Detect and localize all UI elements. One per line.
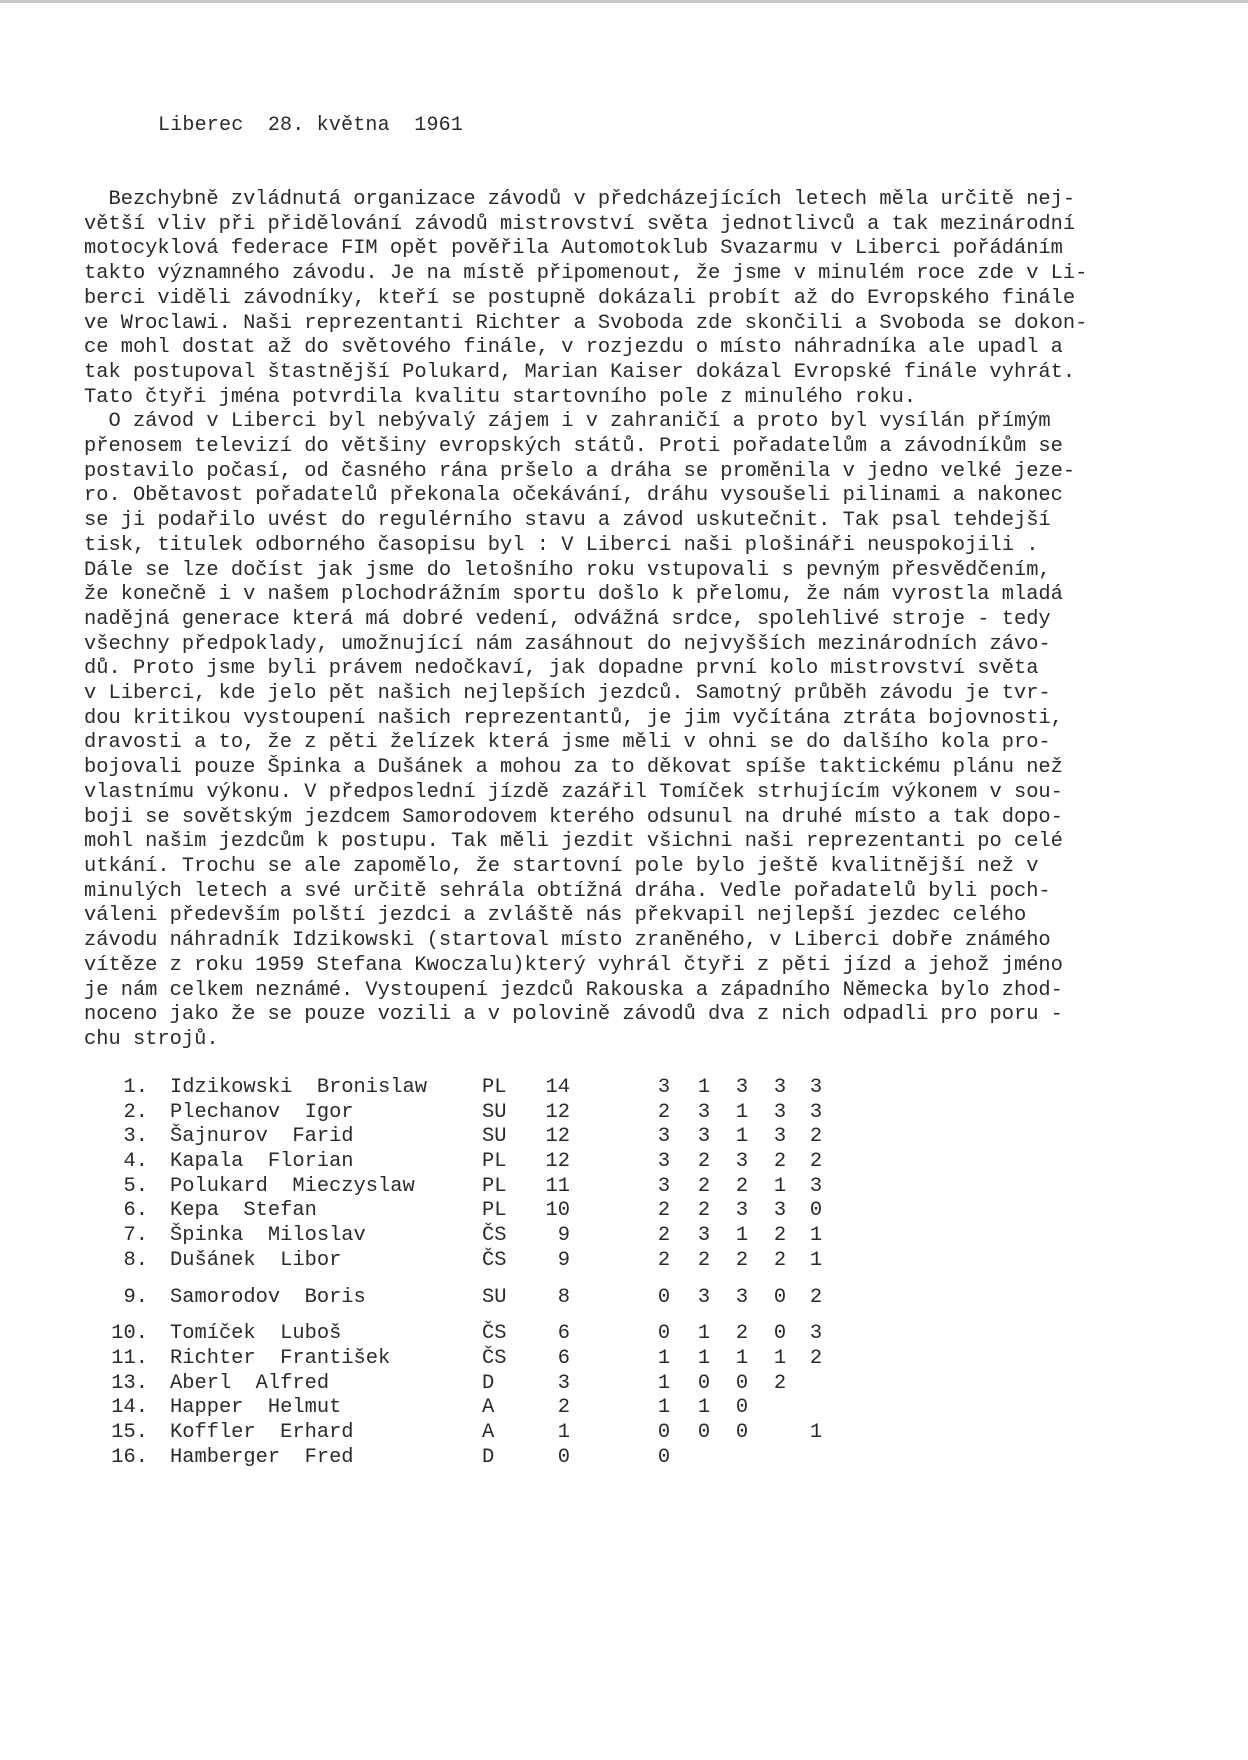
text-line: mohl našim jezdcům k postupu. Tak měli jezdit všichni naši reprezentanti po celé (84, 830, 1063, 854)
rider-name-cell: Richter František (170, 1346, 391, 1370)
heat-score-cell: 0 (697, 1420, 711, 1444)
rank-cell: 6. (123, 1199, 148, 1223)
heat-score-cell: 3 (657, 1174, 671, 1198)
result-row (0, 1076, 1248, 1101)
heat-score-cell: 2 (809, 1150, 823, 1174)
result-row (0, 1199, 1248, 1224)
nation-cell: D (482, 1371, 495, 1395)
points-cell: 12 (545, 1100, 570, 1124)
heat-score-cell: 1 (697, 1322, 711, 1346)
text-line: všechny předpoklady, umožnující nám zasáhnout do nejvyšších mezinárodních závo- (84, 632, 1051, 656)
text-line: Bezchybně zvládnutá organizace závodů v předcházejících letech měla určitě nej- (84, 188, 1076, 211)
rank-cell: 5. (123, 1174, 148, 1198)
text-line: váleni především polští jezdci a zvláště nás překvapil nejlepší jezdec celého (84, 904, 1027, 928)
heat-score-cell: 1 (697, 1396, 711, 1420)
heat-score-cell: 2 (697, 1248, 711, 1272)
heat-score-cell: 3 (657, 1150, 671, 1174)
nation-cell: D (482, 1445, 495, 1469)
result-row (0, 1224, 1248, 1249)
heat-score-cell: 3 (773, 1100, 787, 1124)
text-line: větší vliv při přidělování závodů mistrovství světa jednotlivců a tak mezinárodní (84, 212, 1076, 236)
nation-cell: PL (482, 1076, 507, 1099)
heat-score-cell: 2 (657, 1224, 671, 1248)
result-row (0, 1150, 1248, 1175)
nation-cell: PL (482, 1150, 507, 1174)
rank-cell: 10. (111, 1322, 148, 1346)
result-row (0, 1396, 1248, 1421)
points-cell: 3 (557, 1371, 570, 1395)
result-row (0, 1286, 1248, 1311)
rank-cell: 16. (111, 1445, 148, 1469)
nation-cell: A (482, 1420, 495, 1444)
text-line: tisk, titulek odborného časopisu byl : V Liberci naši plošináři neuspokojili . (84, 533, 1039, 557)
heat-score-cell: 2 (697, 1174, 711, 1198)
heat-score-cell: 2 (735, 1174, 749, 1198)
text-line: vlastnímu výkonu. V předposlední jízdě zazářil Tomíček strhujícím výkonem v sou- (84, 780, 1063, 804)
points-cell: 14 (545, 1076, 570, 1099)
rank-cell: 13. (111, 1371, 148, 1395)
heat-score-cell: 0 (773, 1322, 787, 1346)
text-line: v Liberci, kde jelo pět našich nejlepších jezdců. Samotný průběh závodu je tvr- (84, 682, 1051, 706)
points-cell: 10 (545, 1199, 570, 1223)
heat-score-cell: 2 (657, 1100, 671, 1124)
heat-score-cell: 3 (809, 1076, 823, 1099)
heat-score-cell: 1 (735, 1125, 749, 1149)
heat-score-cell: 1 (809, 1224, 823, 1248)
points-cell: 6 (557, 1322, 570, 1346)
heat-score-cell: 1 (657, 1396, 671, 1420)
heat-score-cell: 2 (809, 1285, 823, 1309)
rank-cell: 7. (123, 1224, 148, 1248)
rider-name-cell: Šajnurov Farid (170, 1125, 354, 1149)
rank-cell: 9. (123, 1285, 148, 1309)
text-line: takto významného závodu. Je na místě připomenout, že jsme v minulém roce zde v Li- (84, 262, 1088, 286)
result-row (0, 1249, 1248, 1274)
heat-score-cell: 2 (773, 1248, 787, 1272)
rider-name-cell: Hamberger Fred (170, 1445, 354, 1469)
results-table (0, 1076, 1248, 1470)
rank-cell: 15. (111, 1420, 148, 1444)
heat-score-cell: 3 (697, 1285, 711, 1309)
heat-score-cell: 1 (809, 1248, 823, 1272)
text-line: ce mohl dostat až do světového finále, v rozjezdu o místo náhradníka ale upadl a (84, 336, 1063, 360)
heat-score-cell: 0 (735, 1420, 749, 1444)
heat-score-cell: 0 (735, 1396, 749, 1420)
points-cell: 8 (557, 1285, 570, 1309)
heat-score-cell: 2 (657, 1248, 671, 1272)
heat-score-cell: 3 (657, 1125, 671, 1149)
heat-score-cell: 0 (657, 1322, 671, 1346)
rank-cell: 8. (123, 1248, 148, 1272)
heat-score-cell: 1 (735, 1346, 749, 1370)
rank-cell: 11. (111, 1346, 148, 1370)
heat-score-cell: 3 (697, 1125, 711, 1149)
heat-score-cell: 3 (697, 1100, 711, 1124)
text-line: dravosti a to, že z pěti želízek která jsme měli v ohni se do dalšího kola pro- (84, 731, 1051, 755)
heat-score-cell: 1 (735, 1100, 749, 1124)
text-line: chu strojů. (84, 1027, 219, 1051)
scan-edge-line (0, 0, 1248, 3)
nation-cell: ČS (482, 1248, 507, 1272)
text-line: noceno jako že se pouze vozili a v polovině závodů dva z nich odpadli pro poru - (84, 1003, 1063, 1027)
rider-name-cell: Špinka Miloslav (170, 1224, 366, 1248)
nation-cell: SU (482, 1125, 507, 1149)
text-line: dů. Proto jsme byli právem nedočkaví, jak dopadne první kolo mistrovství světa (84, 657, 1039, 681)
text-line: že konečně i v našem plochodrážním sportu došlo k přelomu, že nám vyrostla mladá (84, 583, 1063, 607)
heat-score-cell: 3 (773, 1199, 787, 1223)
heat-score-cell: 1 (809, 1420, 823, 1444)
nation-cell: SU (482, 1100, 507, 1124)
nation-cell: A (482, 1396, 495, 1420)
result-row (0, 1322, 1248, 1347)
rider-name-cell: Plechanov Igor (170, 1100, 354, 1124)
heat-score-cell: 3 (735, 1076, 749, 1099)
heat-score-cell: 2 (697, 1199, 711, 1223)
heat-score-cell: 3 (657, 1076, 671, 1099)
text-line: Dále se lze dočíst jak jsme do letošního roku vstupovali s pevným přesvědčením, (84, 558, 1051, 582)
heat-score-cell: 1 (773, 1174, 787, 1198)
nation-cell: ČS (482, 1346, 507, 1370)
rank-cell: 2. (123, 1100, 148, 1124)
heat-score-cell: 2 (773, 1150, 787, 1174)
rank-cell: 4. (123, 1150, 148, 1174)
heat-score-cell: 3 (697, 1224, 711, 1248)
text-line: postavilo počasí, od časného rána pršelo a dráha se proměnila v jedno velké jeze- (84, 459, 1076, 483)
nation-cell: PL (482, 1174, 507, 1198)
heat-score-cell: 1 (657, 1371, 671, 1395)
rider-name-cell: Polukard Mieczyslaw (170, 1174, 415, 1198)
heat-score-cell: 2 (773, 1371, 787, 1395)
heat-score-cell: 1 (735, 1224, 749, 1248)
text-line: se ji podařilo uvést do regulérního stavu a závod uskutečnit. Tak psal tehdejší (84, 509, 1051, 533)
rank-cell: 1. (123, 1076, 148, 1099)
text-line: Tato čtyři jména potvrdila kvalitu startovního pole z minulého roku. (84, 385, 917, 409)
heat-score-cell: 0 (809, 1199, 823, 1223)
text-line: přenosem televizí do většiny evropských států. Proti pořadatelům a závodníkům se (84, 435, 1063, 459)
text-line: dou kritikou vystoupení našich reprezentantů, je jim vyčítána ztráta bojovnosti, (84, 706, 1063, 730)
text-line: minulých letech a své určitě sehrála obtížná dráha. Vedle pořadatelů byli poch- (84, 879, 1051, 903)
points-cell: 12 (545, 1125, 570, 1149)
text-line: tak postupoval štastnější Polukard, Marian Kaiser dokázal Evropské finále vyhrát. (84, 360, 1076, 384)
points-cell: 0 (557, 1445, 570, 1469)
heat-score-cell: 2 (735, 1248, 749, 1272)
heat-score-cell: 0 (697, 1371, 711, 1395)
heat-score-cell: 3 (773, 1125, 787, 1149)
nation-cell: SU (482, 1285, 507, 1309)
rank-cell: 3. (123, 1125, 148, 1149)
rider-name-cell: Aberl Alfred (170, 1371, 330, 1395)
heat-score-cell: 3 (809, 1100, 823, 1124)
result-row (0, 1347, 1248, 1372)
nation-cell: PL (482, 1199, 507, 1223)
nation-cell: ČS (482, 1224, 507, 1248)
text-line: berci viděli závodníky, kteří se postupně dokázali probít až do Evropského finále (84, 286, 1076, 310)
points-cell: 1 (557, 1420, 570, 1444)
points-cell: 12 (545, 1150, 570, 1174)
text-line: boji se sovětským jezdcem Samorodovem kterého odsunul na druhé místo a tak dopo- (84, 805, 1063, 829)
heat-score-cell: 2 (809, 1346, 823, 1370)
rider-name-cell: Happer Helmut (170, 1396, 342, 1420)
rider-name-cell: Kepa Stefan (170, 1199, 317, 1223)
points-cell: 2 (557, 1396, 570, 1420)
result-row (0, 1421, 1248, 1446)
result-row (0, 1125, 1248, 1150)
rank-cell: 14. (111, 1396, 148, 1420)
text-line: nadějná generace která má dobré vedení, odvážná srdce, spolehlivé stroje - tedy (84, 607, 1051, 631)
heat-score-cell: 0 (735, 1371, 749, 1395)
points-cell: 9 (557, 1248, 570, 1272)
rider-name-cell: Idzikowski Bronislaw (170, 1076, 427, 1099)
result-row (0, 1372, 1248, 1397)
points-cell: 9 (557, 1224, 570, 1248)
heat-score-cell: 1 (657, 1346, 671, 1370)
heat-score-cell: 3 (735, 1285, 749, 1309)
heat-score-cell: 1 (697, 1346, 711, 1370)
nation-cell: ČS (482, 1322, 507, 1346)
heat-score-cell: 0 (773, 1285, 787, 1309)
heat-score-cell: 2 (697, 1150, 711, 1174)
text-line: je nám celkem neznámé. Vystoupení jezdců Rakouska a západního Německa bylo zhod- (84, 978, 1063, 1002)
heat-score-cell: 2 (773, 1224, 787, 1248)
heat-score-cell: 3 (809, 1322, 823, 1346)
points-cell: 11 (545, 1174, 570, 1198)
points-cell: 6 (557, 1346, 570, 1370)
rider-name-cell: Kapala Florian (170, 1150, 354, 1174)
text-line: bojovali pouze Špinka a Dušánek a mohou za to děkovat spíše taktickému plánu než (84, 756, 1063, 780)
text-line: O závod v Liberci byl nebývalý zájem i v zahraničí a proto byl vysílán přímým (84, 410, 1051, 434)
heat-score-cell: 0 (657, 1445, 671, 1469)
heat-score-cell: 1 (773, 1346, 787, 1370)
article-body (84, 188, 1114, 1053)
heat-score-cell: 0 (657, 1420, 671, 1444)
rider-name-cell: Dušánek Libor (170, 1248, 342, 1272)
rider-name-cell: Koffler Erhard (170, 1420, 354, 1444)
text-line: motocyklová federace FIM opět pověřila Automotoklub Svazarmu v Liberci pořádáním (84, 237, 1063, 261)
text-line: ve Wroclawi. Naši reprezentanti Richter a Svoboda zde skončili a Svoboda se dokon- (84, 311, 1088, 335)
heat-score-cell: 3 (773, 1076, 787, 1099)
heat-score-cell: 2 (657, 1199, 671, 1223)
text-line: vítěze z roku 1959 Stefana Kwoczalu)který vyhrál čtyři z pěti jízd a jehož jméno (84, 953, 1063, 977)
text-line: utkání. Trochu se ale zapomělo, že startovní pole bylo ještě kvalitnější než v (84, 854, 1039, 878)
rider-name-cell: Tomíček Luboš (170, 1322, 342, 1346)
heat-score-cell: 2 (735, 1322, 749, 1346)
result-row (0, 1175, 1248, 1200)
heat-score-cell: 3 (735, 1150, 749, 1174)
text-line: ro. Obětavost pořadatelů překonala očekávání, dráhu vysoušeli pilinami a nakonec (84, 484, 1063, 508)
heat-score-cell: 2 (809, 1125, 823, 1149)
rider-name-cell: Samorodov Boris (170, 1285, 366, 1309)
result-row (0, 1101, 1248, 1126)
heat-score-cell: 0 (657, 1285, 671, 1309)
result-row (0, 1446, 1248, 1471)
heat-score-cell: 3 (735, 1199, 749, 1223)
heat-score-cell: 1 (697, 1076, 711, 1099)
text-line: závodu náhradník Idzikowski (startoval místo zraněného, v Liberci dobře známého (84, 929, 1051, 953)
dateline: Liberec 28. května 1961 (158, 114, 464, 137)
heat-score-cell: 3 (809, 1174, 823, 1198)
